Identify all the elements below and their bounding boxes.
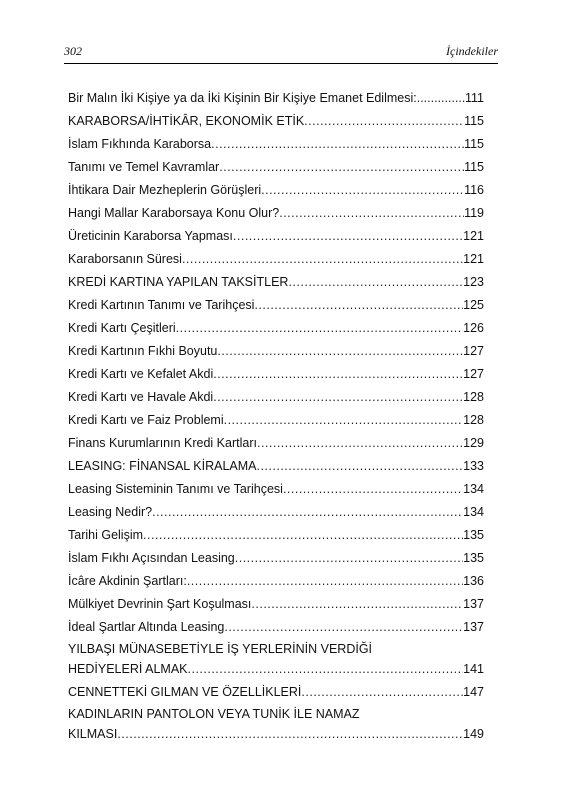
toc-entry-title-line1: KADINLARIN PANTOLON VEYA TUNİK İLE NAMAZ	[68, 707, 360, 721]
toc-leader-dots	[256, 455, 463, 478]
toc-entry-title: Leasing Nedir?	[68, 505, 153, 519]
toc-entry[interactable]	[68, 317, 484, 340]
toc-entry-page: 116	[464, 183, 484, 197]
toc-entry-page: 137	[463, 620, 484, 634]
toc-entry-page: 141	[463, 662, 484, 676]
toc-entry[interactable]	[68, 455, 484, 478]
toc-leader-dots	[283, 478, 463, 501]
table-of-contents	[68, 87, 484, 746]
toc-entry-title: Tanımı ve Temel Kavramlar	[68, 160, 220, 174]
toc-leader-dots	[187, 570, 463, 593]
toc-entry[interactable]	[68, 478, 484, 501]
toc-leader-dots	[279, 202, 464, 225]
page-header	[64, 38, 498, 62]
toc-entry-page: 121	[463, 229, 484, 243]
toc-entry-title: Hangi Mallar Karaborsaya Konu Olur?	[68, 206, 280, 220]
toc-entry-title-line1: YILBAŞI MÜNASEBETİYLE İŞ YERLERİNİN VERDİĞİ	[68, 642, 373, 656]
toc-leader-dots	[176, 317, 463, 340]
toc-leader-dots	[152, 501, 463, 524]
toc-entry[interactable]	[68, 616, 484, 639]
toc-entry[interactable]	[68, 294, 484, 317]
toc-entry-page: 129	[463, 436, 484, 450]
toc-entry-title: Mülkiyet Devrinin Şart Koşulması	[68, 597, 252, 611]
toc-entry-title: Kredi Kartı ve Havale Akdi	[68, 390, 214, 404]
toc-leader-dots	[257, 432, 463, 455]
toc-entry-page: 115	[464, 137, 484, 151]
toc-leader-dots	[217, 340, 463, 363]
toc-leader-dots	[211, 133, 464, 156]
toc-entry[interactable]	[68, 133, 484, 156]
toc-entry-page: 134	[463, 482, 484, 496]
toc-entry[interactable]	[68, 363, 484, 386]
toc-entry-page: 126	[463, 321, 484, 335]
toc-entry[interactable]	[68, 179, 484, 202]
toc-entry-page: 149	[463, 727, 484, 741]
toc-entry[interactable]	[68, 547, 484, 570]
toc-entry-title: İcâre Akdinin Şartları:	[68, 574, 187, 588]
toc-leader-dots	[219, 156, 464, 179]
toc-entry[interactable]	[68, 501, 484, 524]
toc-entry[interactable]	[68, 110, 484, 133]
toc-entry-page: 136	[463, 574, 484, 588]
toc-leader-dots	[254, 294, 463, 317]
running-title: İçindekiler	[446, 44, 498, 58]
toc-entry[interactable]	[68, 593, 484, 616]
toc-entry-page: 119	[464, 206, 484, 220]
toc-entry[interactable]	[68, 524, 484, 547]
toc-entry-page: 128	[463, 390, 484, 404]
toc-leader-dots	[251, 593, 463, 616]
toc-entry-page: 115	[464, 160, 484, 174]
toc-entry-page: 111	[464, 91, 484, 105]
toc-entry[interactable]	[68, 432, 484, 455]
toc-entry-title: İdeal Şartlar Altında Leasing	[68, 620, 225, 634]
toc-entry-page: 128	[463, 413, 484, 427]
toc-leader-dots	[417, 87, 465, 110]
header-rule	[64, 63, 498, 64]
toc-entry-title: İhtikara Dair Mezheplerin Görüşleri	[68, 183, 262, 197]
toc-entry-title: Karaborsanın Süresi	[68, 252, 182, 266]
toc-entry-page: 135	[463, 528, 484, 542]
toc-entry-title: Leasing Sisteminin Tanımı ve Tarihçesi	[68, 482, 283, 496]
toc-entry-page: 147	[463, 685, 484, 699]
toc-entry-title: Kredi Kartının Fıkhi Boyutu	[68, 344, 218, 358]
toc-entry-title: KARABORSA/İHTİKÂR, EKONOMİK ETİK	[68, 114, 305, 128]
toc-entry-title: İslam Fıkhında Karaborsa	[68, 137, 212, 151]
toc-leader-dots	[304, 110, 464, 133]
toc-leader-dots	[213, 363, 463, 386]
toc-leader-dots	[213, 386, 463, 409]
toc-leader-dots	[143, 524, 463, 547]
toc-entry-page: 121	[463, 252, 484, 266]
toc-entry-page: 135	[463, 551, 484, 565]
toc-entry[interactable]	[68, 570, 484, 593]
toc-leader-dots	[182, 248, 463, 271]
toc-entry-title: Kredi Kartı ve Kefalet Akdi	[68, 367, 214, 381]
toc-entry-page: 123	[463, 275, 484, 289]
toc-entry-page: 134	[463, 505, 484, 519]
toc-entry[interactable]	[68, 271, 484, 294]
toc-entry-title: CENNETTEKİ GILMAN VE ÖZELLİKLERİ	[68, 685, 302, 699]
toc-leader-dots	[288, 271, 463, 294]
toc-entry[interactable]	[68, 202, 484, 225]
toc-entry[interactable]	[68, 156, 484, 179]
toc-entry[interactable]	[68, 87, 484, 110]
toc-entry-title: İslam Fıkhı Açısından Leasing	[68, 551, 235, 565]
toc-leader-dots	[233, 225, 463, 248]
toc-leader-dots	[261, 179, 464, 202]
toc-entry-page: 115	[464, 114, 484, 128]
toc-leader-dots	[117, 724, 463, 744]
toc-leader-dots	[188, 659, 464, 679]
toc-entry-title: Bir Malın İki Kişiye ya da İki Kişinin Bir Kişiye Emanet Edilmesi:	[68, 91, 417, 105]
toc-entry[interactable]	[68, 225, 484, 248]
toc-entry-title: Üreticinin Karaborsa Yapması	[68, 229, 233, 243]
toc-entry-title: LEASING: FİNANSAL KİRALAMA	[68, 459, 257, 473]
toc-entry-page: 125	[463, 298, 484, 312]
toc-entry[interactable]	[68, 681, 484, 704]
toc-entry-page: 137	[463, 597, 484, 611]
toc-leader-dots	[235, 547, 463, 570]
toc-leader-dots	[224, 616, 463, 639]
toc-entry[interactable]	[68, 704, 484, 746]
toc-entry-title: Kredi Kartının Tanımı ve Tarihçesi	[68, 298, 255, 312]
toc-entry[interactable]	[68, 386, 484, 409]
toc-entry[interactable]	[68, 248, 484, 271]
toc-entry-page: 127	[463, 367, 484, 381]
toc-entry[interactable]	[68, 639, 484, 681]
toc-entry-title: Finans Kurumlarının Kredi Kartları	[68, 436, 257, 450]
page-number: 302	[64, 44, 82, 58]
toc-leader-dots	[224, 409, 464, 432]
toc-entry-title: Kredi Kartı Çeşitleri	[68, 321, 176, 335]
toc-entry-title-line2: KILMASI	[68, 727, 118, 741]
toc-entry-title: KREDİ KARTINA YAPILAN TAKSİTLER	[68, 275, 289, 289]
toc-entry-page: 133	[463, 459, 484, 473]
toc-leader-dots	[301, 681, 463, 704]
toc-entry-page: 127	[463, 344, 484, 358]
toc-entry-title: Tarihi Gelişim	[68, 528, 144, 542]
toc-entry-title-line2: HEDİYELERİ ALMAK	[68, 662, 188, 676]
toc-entry-title: Kredi Kartı ve Faiz Problemi	[68, 413, 224, 427]
toc-entry[interactable]	[68, 409, 484, 432]
toc-entry[interactable]	[68, 340, 484, 363]
